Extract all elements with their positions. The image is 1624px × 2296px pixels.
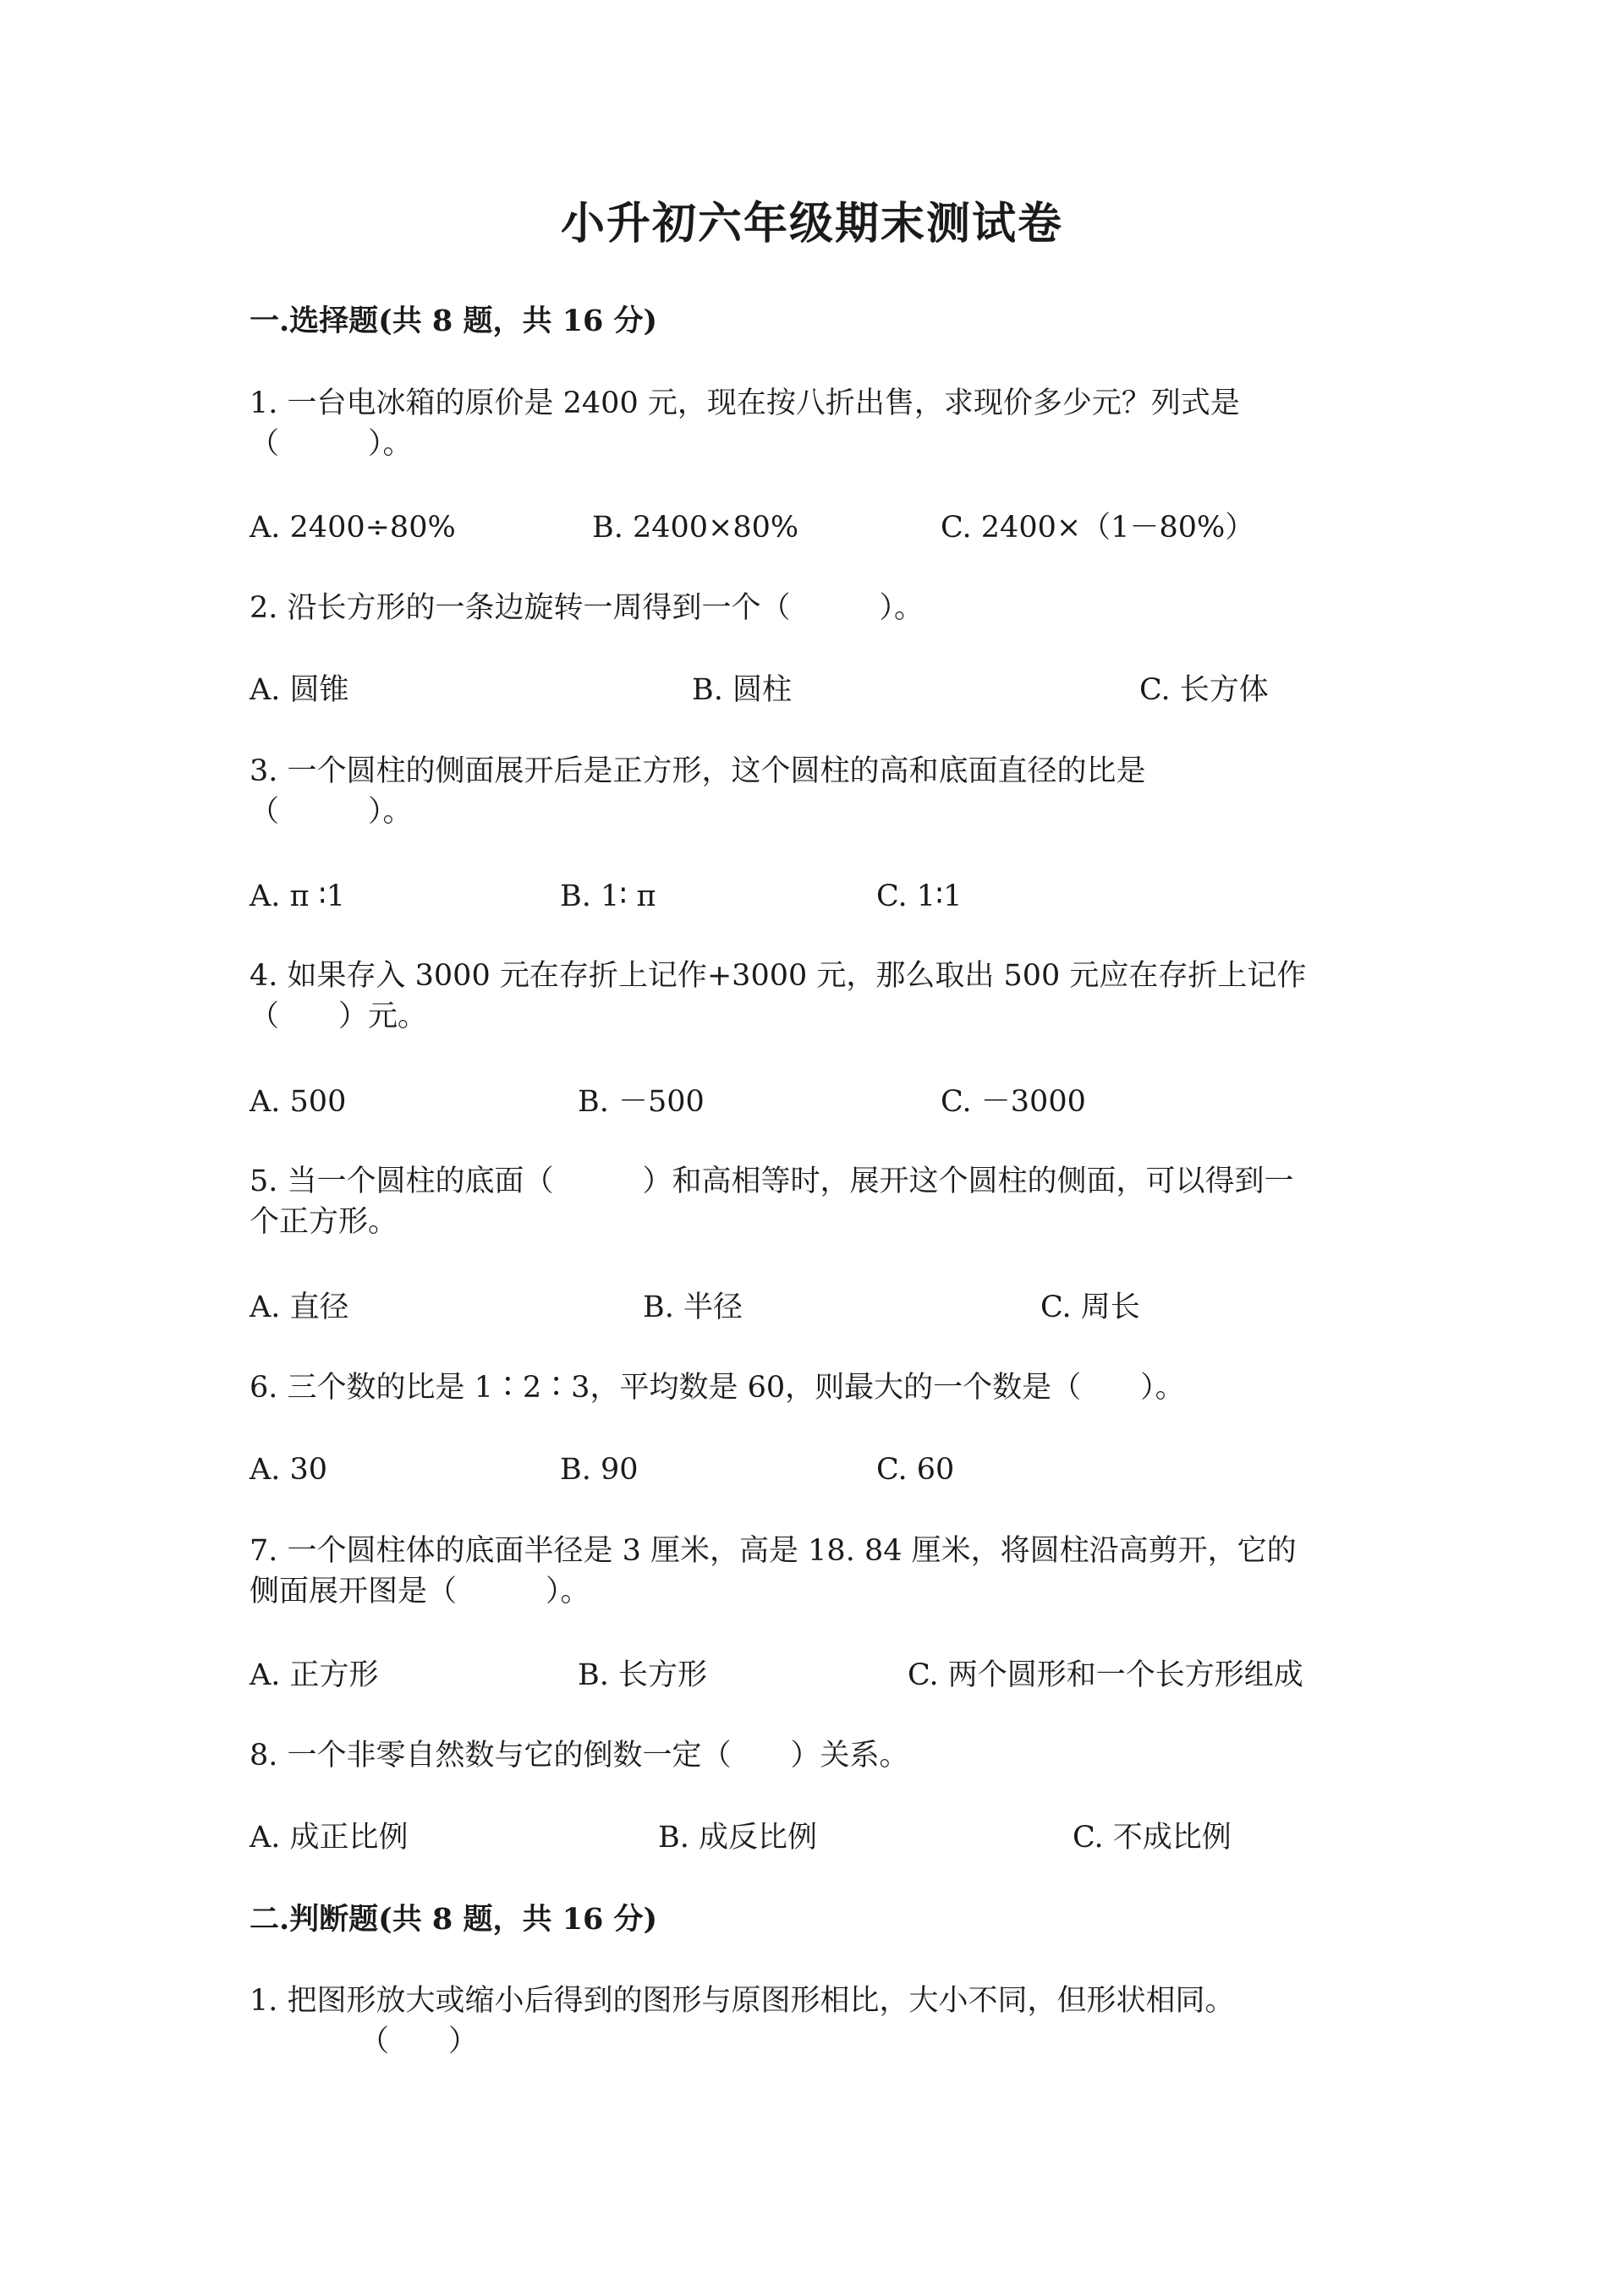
- question-text: 4. 如果存入 3000 元在存折上记作+3000 元，那么取出 500 元应在存折上记作: [250, 959, 1307, 993]
- option-a: A. 圆锥: [250, 673, 349, 707]
- option-b: B. 成反比例: [658, 1821, 817, 1855]
- option-a: A. 正方形: [250, 1658, 379, 1692]
- question-7: [250, 1531, 1408, 1612]
- question-text: 6. 三个数的比是 1∶2∶3，平均数是 60，则最大的一个数是（ ）。: [250, 1371, 1185, 1405]
- option-c: C. 60: [876, 1453, 955, 1487]
- option-c: C. 2400×（1－80%）: [941, 511, 1255, 545]
- question-text-cont: （ ）元。: [250, 1000, 428, 1033]
- question-text: 5. 当一个圆柱的底面（ ）和高相等时，展开这个圆柱的侧面，可以得到一: [250, 1164, 1294, 1198]
- question-4: [250, 956, 1408, 1037]
- question-text: 7. 一个圆柱体的底面半径是 3 厘米，高是 18. 84 厘米，将圆柱沿高剪开，它的: [250, 1534, 1297, 1568]
- option-b: B. 长方形: [578, 1658, 707, 1692]
- option-b: B. 2400×80%: [592, 511, 799, 545]
- option-b: B. －500: [578, 1085, 705, 1119]
- option-a: A. 直径: [250, 1290, 349, 1324]
- question-2: [250, 588, 1408, 628]
- question-8: [250, 1735, 1408, 1776]
- section-heading-choice: 一.选择题(共 8 题，共 16 分): [250, 304, 658, 338]
- question-text: 3. 一个圆柱的侧面展开后是正方形，这个圆柱的高和底面直径的比是: [250, 754, 1146, 788]
- option-a: A. π ∶1: [250, 879, 346, 913]
- section-heading-judge: 二.判断题(共 8 题，共 16 分): [250, 1902, 658, 1937]
- option-b: B. 半径: [643, 1290, 743, 1324]
- question-text: 2. 沿长方形的一条边旋转一周得到一个（ ）。: [250, 591, 924, 625]
- question-3: [250, 751, 1408, 832]
- question-text: 1. 一台电冰箱的原价是 2400 元，现在按八折出售，求现价多少元？列式是: [250, 386, 1240, 420]
- option-c: C. 周长: [1040, 1290, 1140, 1324]
- option-c: C. 两个圆形和一个长方形组成: [908, 1658, 1303, 1692]
- option-a: A. 500: [250, 1085, 347, 1119]
- question-text-cont: （ ）。: [250, 795, 413, 829]
- question-1: [250, 383, 1408, 464]
- answer-blank: （ ）: [359, 2025, 479, 2058]
- page-title: 小升初六年级期末测试卷: [560, 198, 1063, 249]
- question-5: [250, 1161, 1408, 1242]
- question-text: 1. 把图形放大或缩小后得到的图形与原图形相比，大小不同，但形状相同。: [250, 1984, 1235, 2018]
- question-text-cont: 个正方形。: [250, 1205, 398, 1239]
- question-text: 8. 一个非零自然数与它的倒数一定（ ）关系。: [250, 1739, 909, 1773]
- option-c: C. 不成比例: [1073, 1821, 1232, 1855]
- option-b: B. 90: [560, 1453, 639, 1487]
- option-a: A. 30: [250, 1453, 328, 1487]
- option-a: A. 成正比例: [250, 1821, 409, 1855]
- option-c: C. 长方体: [1139, 673, 1269, 707]
- question-6: [250, 1367, 1408, 1408]
- option-b: B. 圆柱: [692, 673, 792, 707]
- option-c: C. 1∶1: [876, 879, 963, 913]
- option-a: A. 2400÷80%: [250, 511, 456, 545]
- option-b: B. 1∶ π: [560, 879, 656, 913]
- judge-question-1: [250, 1981, 1408, 2062]
- question-text-cont: （ ）。: [250, 427, 413, 461]
- option-c: C. －3000: [941, 1085, 1086, 1119]
- question-text-cont: 侧面展开图是（ ）。: [250, 1575, 590, 1608]
